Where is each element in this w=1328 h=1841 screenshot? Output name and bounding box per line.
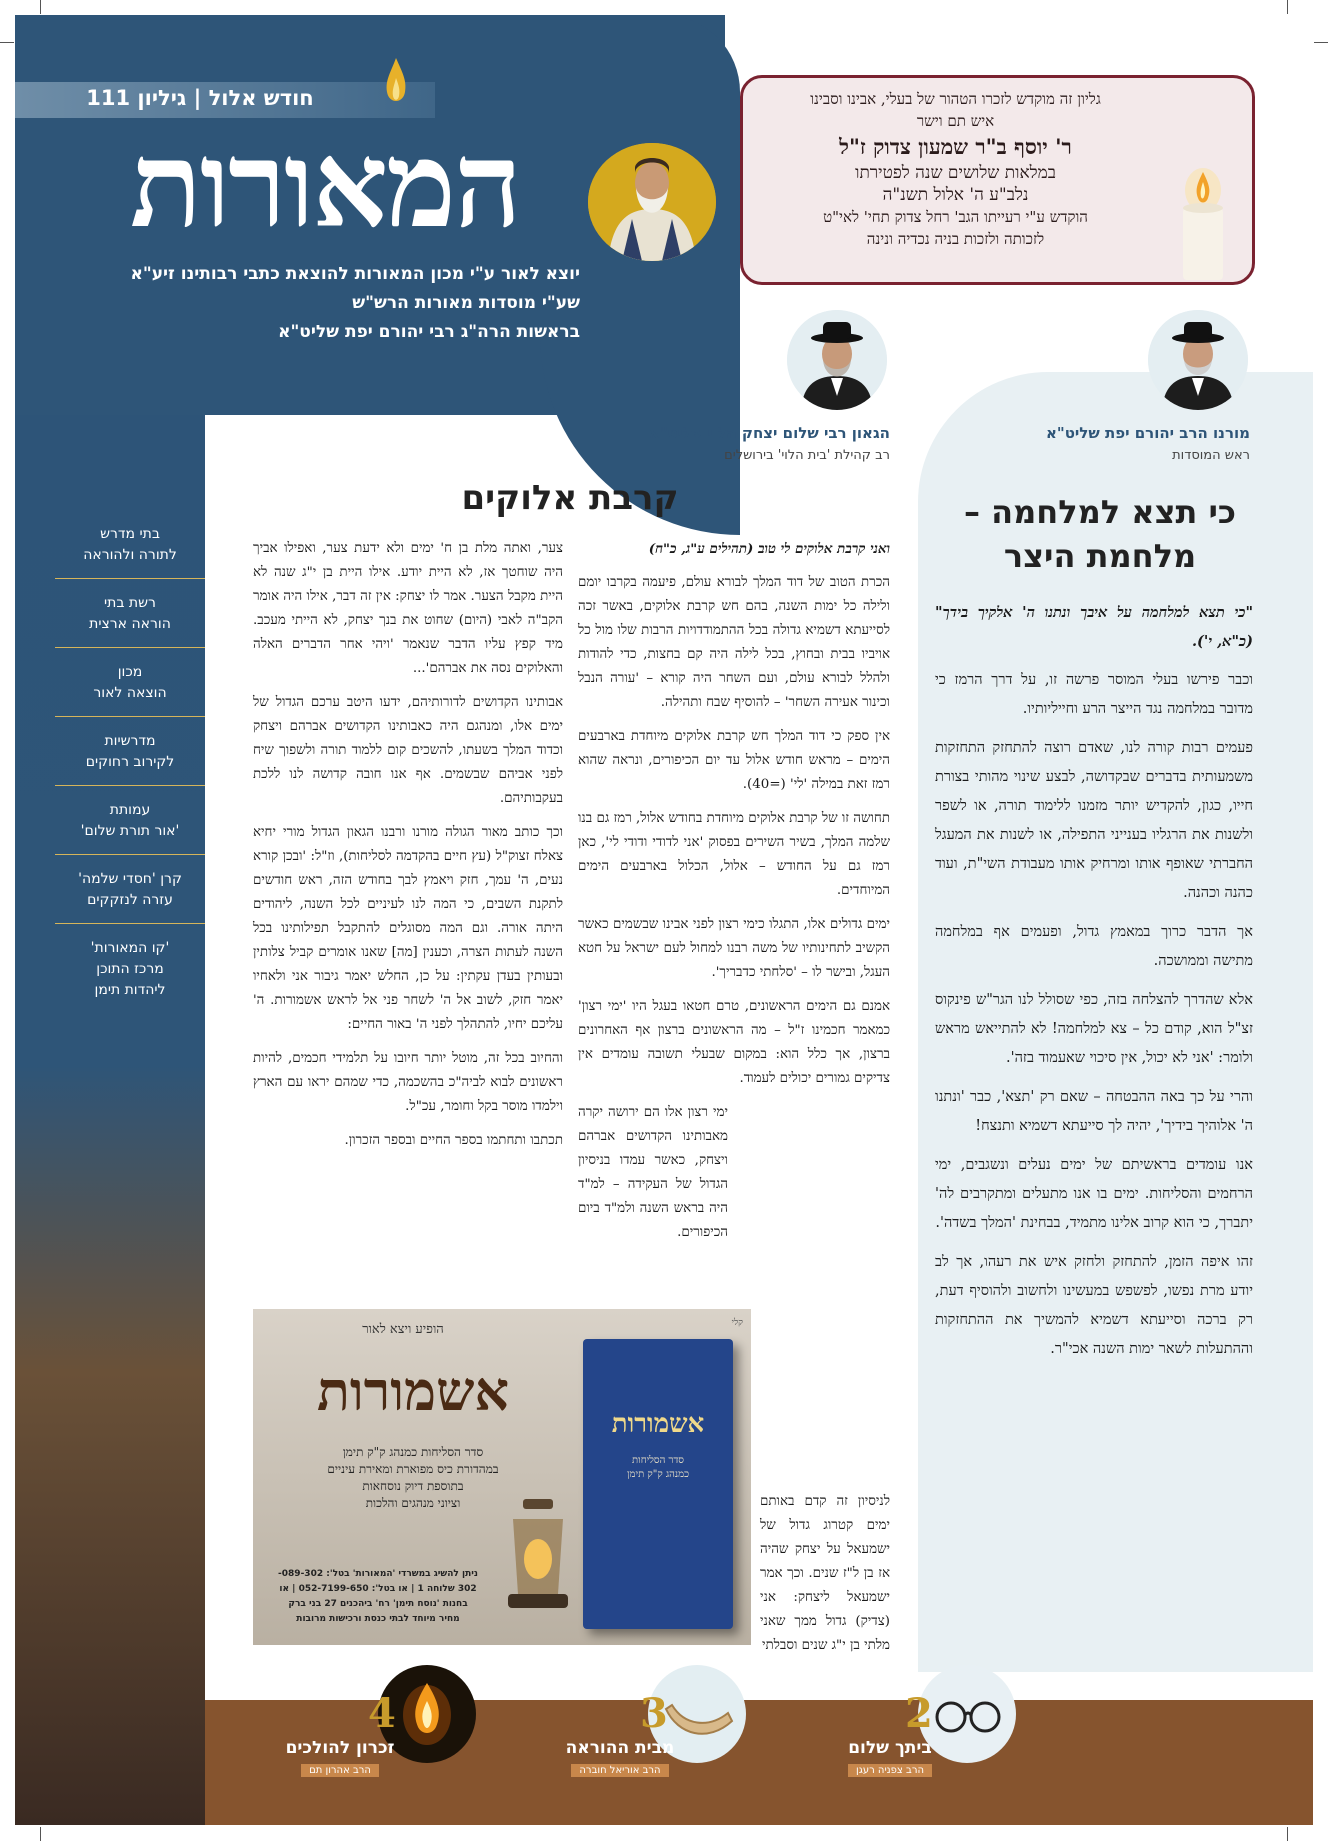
author-portrait-right [1148, 310, 1248, 410]
crop-mark [1287, 0, 1288, 14]
author-portrait-illustration [1148, 310, 1248, 410]
advert-description-line: במהדורת כיס מפוארת ומאירת עיניים [327, 1462, 499, 1476]
article-paragraph: תכתבו ותחתמו בספר החיים ובספר הזכרון. [344, 1133, 563, 1148]
author-name-right: מורנו הרב יהורם יפת שליט"א [1045, 424, 1250, 442]
author-portrait-illustration [787, 310, 887, 410]
sidebar-item[interactable] [55, 855, 205, 924]
teaser-title: זכרון להולכים [285, 1738, 395, 1758]
book-cover-subtitle [583, 1454, 733, 1482]
dedication-line: נלב"ע ה' אלול תשנ"ה [882, 185, 1029, 205]
article-middle-col-a [578, 537, 890, 1255]
article-paragraph: לניסיון זה קדם באותם ימים קטרוג גדול של ישמעאל על יצחק שהיה אז בן ל"ז שנים. וכך אמר ישמעאל ליצחק: אני (צדיק) גדול ממך שאני מלתי בן י"ג שנים וסבלתי [760, 1494, 890, 1653]
sidebar-item-line: לתורה ולהוראה [83, 547, 177, 563]
publisher-line: בראשות הרה"ג רבי יהורם יפת שליט"א [278, 322, 580, 342]
sidebar-item-line: רשת בתי [104, 595, 156, 611]
sidebar-item-line: מרכז התוכן [96, 961, 164, 977]
sidebar-item-line: עמותת [109, 802, 151, 818]
sidebar-item[interactable] [55, 510, 205, 579]
article-paragraph: הכרת הטוב של דוד המלך לבורא עולם, פיעמה בקרבו יומם ולילה כל ימות השנה, בהם חש קרבת אלוקים, באשר זכה לסייעתא דשמיא גדולה בכל ההתמודדויות הרבות שלו מול כל אויביו בבית ובחוץ, בכל לילה היה קם בחצות, כדי להודות ולהלל לבורא עולם, ועם השחר היה קורא – 'עורה הנבל וכינור אעירה השחר' – להוסיף שבח ותהילה. [578, 575, 890, 710]
dedication-line: איש תם וישר [916, 112, 995, 130]
teaser-author: הרב אהרון תם [301, 1764, 379, 1777]
author-role-middle: רב קהילת 'בית הלוי' בירושלים [724, 448, 890, 463]
advert-description-line: סדר הסליחות כמנהג ק"ק תימן [342, 1445, 484, 1459]
sidebar-item[interactable] [55, 648, 205, 717]
advert-top-line: הופיע ויצא לאור [362, 1322, 444, 1337]
sidebar-item-line: מדרשיות [104, 733, 156, 749]
article-title-line: מלחמת היצר [1003, 537, 1197, 575]
dedication-text [753, 88, 1158, 250]
article-quote: ואני קרבת אלוקים לי טוב (תהילים ע"ג, כ"ח) [648, 541, 890, 557]
crop-mark [40, 0, 41, 14]
sidebar-item[interactable] [55, 717, 205, 786]
crop-mark [1314, 42, 1328, 43]
rabbi-portrait [588, 143, 716, 261]
sidebar-item-line: 'אור תורת שלום' [80, 823, 180, 839]
author-name-middle: הגאון רבי שלום יצחק הלוי שליט"א [648, 424, 890, 442]
teaser-item[interactable] [275, 1738, 405, 1777]
article-paragraph: אבותינו הקדושים לדורותיהם, ידעו היטב ערכם הגדול של ימים אלו, ומנהגם היה כאבותינו הקדושים אברהם ויצחק וכדוד המלך בשעתו, להשכים קום ללמוד תורה ולשפוך שיח לפני אביהם שבשמים. אף אנו חובה קדושה לנו ללכת בעקבותיהם. [253, 695, 563, 806]
teaser-author: הרב צפניה רעגן [848, 1764, 932, 1777]
article-title-middle: קרבת אלוקים [461, 478, 679, 518]
article-paragraph: ימי רצון אלו הם ירושה יקרה מאבותינו הקדושים אברהם ויצחק, כאשר עמדו בניסיון הגדול של העקידה – למ"ד היה בראש השנה ולמ"ד ביום הכיפורים. [578, 1105, 728, 1240]
teaser-title: מבית ההוראה [565, 1738, 675, 1758]
article-paragraph: אנו עומדים בראשיתם של ימים נעלים ונשגבים, ימי הרחמים והסליחות. ימים בו אנו מתעלים ומתקרבים לה' יתברך, כי הוא קרוב אלינו מתמיד, בבחינת 'המלך בשדה'. [935, 1157, 1253, 1231]
sidebar-item-line: מכון [117, 664, 143, 680]
book-cover-line: סדר הסליחות [632, 1455, 684, 1466]
teaser-number: 3 [640, 1690, 668, 1737]
author-role-right: ראש המוסדות [1172, 448, 1250, 463]
teaser-title: ביתך שלום [848, 1738, 932, 1758]
dedication-line: גליון זה מוקדש לזכרו הטהור של בעלי, אבינו וסבינו [810, 90, 1101, 108]
institutions-sidebar [55, 510, 205, 1013]
teaser-item[interactable] [830, 1738, 950, 1777]
dedication-line: לזכותה ולזכות בניה נכדיה ונינה [866, 230, 1045, 248]
teaser-author: הרב אוריאל חוברה [571, 1764, 668, 1777]
advert-description-line: וציוני מנהגים והלכות [365, 1496, 461, 1510]
book-advertisement[interactable] [253, 1309, 751, 1645]
advert-corner-mark: קלי [731, 1318, 743, 1328]
article-middle-col-b [253, 537, 563, 1163]
book-cover [583, 1339, 733, 1629]
advert-contact-line: מחיר מיוחד לבתי כנסת ורכישות מרובות [296, 1614, 460, 1624]
sidebar-item[interactable] [55, 786, 205, 855]
teaser-item[interactable] [555, 1738, 685, 1777]
sidebar-item-line: הוצאה לאור [93, 685, 167, 701]
crop-mark [40, 1827, 41, 1841]
sidebar-item-line: בתי מדרש [100, 526, 160, 542]
article-paragraph: תחושה זו של קרבת אלוקים מיוחדת בחודש אלול, רמז גם בנו שלמה המלך, בשיר השירים בפסוק 'אני לדודי ודודי לי', כאן רמז גם על החודש – אלול, הכלול בארבעים הימים המיוחדים. [578, 811, 890, 898]
sidebar-item-line: 'קו המאורות' [90, 940, 170, 956]
sidebar-item-line: לקירוב רחוקים [85, 754, 175, 770]
dedication-box [740, 75, 1255, 285]
book-cover-line: כמנהג ק"ק תימן [627, 1469, 689, 1480]
article-paragraph: זהו איפה הזמן, להתחזק ולחזק איש את רעהו, אך לב יודע מרת נפשו, לפשפש במעשינו ולחשוב ולהוסיף דעת, רק ברכה וסייעתא דשמיא להמשיך את ההתחזקות וההתעלות לשאר ימות השנה אכי"ר. [935, 1254, 1253, 1357]
advert-contact-line: בחנות 'נוסח תימן' רח' ביהכנים 27 בני ברק [288, 1599, 468, 1609]
publisher-line: יוצא לאור ע"י מכון המאורות להוצאת כתבי רבותינו זיע"א [130, 264, 580, 284]
article-title-right [930, 490, 1270, 578]
article-right-body [935, 598, 1253, 1374]
sidebar-item-line: עזרה לנזקקים [87, 892, 173, 908]
crop-mark [1287, 1827, 1288, 1841]
article-paragraph: פעמים רבות קורה לנו, שאדם רוצה להתחזק התחזקות משמעותית בדברים שבקדושה, לבצע שינוי מהותי בצורת חייו, כגון, להקדיש יותר מזמנו ללימוד תורה, או לשפר ולשנות את הרגליו בענייני התפילה, או לשנות את המעגל החברתי שאופף אותו ומרחיק אותו מעבודת השי"ת, ועוד כהנה וכהנה. [935, 740, 1253, 901]
book-cover-title: אשמורות [611, 1409, 705, 1439]
sidebar-item-line: הוראה ארצית [89, 616, 171, 632]
article-paragraph: וכך כותב מאור הגולה מורנו ורבנו הגאון הגדול מורי יחיא צאלח זצוק"ל (עץ חיים בהקדמה לסליחות), וז"ל: 'ובכן קורא נעים, ה' עמך, חזק ויאמץ לבך בחודש הזה, ראש חודשים לתקנת השבים, כי המה לנו לעיניים לכל השנה, ליהודים היתה אורה. וגם המה מסוגלים להתקבל תפילותינו בכל השנה לעתות הצרה, וכענין [מה] שאנו אומרים קביל צלותין ובעותין בעדן עקתין: על כן, החלש יאמר גיבור אני ולאחיו יאמר חזק, לשוב אל ה' לשחר פני אל לראש אשמורות. ה' עליכם יחיו, להתהלך לפני ה' באור החיים: [253, 825, 563, 1032]
sidebar-item-line: קרן 'חסדי שלמה' [78, 871, 182, 887]
article-middle-col-a-tail [760, 1490, 890, 1668]
lantern-icon [498, 1499, 578, 1619]
advert-description-line: בתוספת דיוק נוסחאות [362, 1479, 464, 1493]
sidebar-item[interactable] [55, 579, 205, 648]
article-paragraph: ימים גדולים אלו, התגלו כימי רצון לפני אבינו שבשמים כאשר הקשיב לתחינותיו של משה רבנו למחול לעם ישראל על חטא העגל, ובישר לו – 'סלחתי כדבריך'. [578, 917, 890, 980]
advert-contact [263, 1567, 493, 1627]
article-paragraph: אמנם גם הימים הראשונים, טרם חטאו בעגל היו 'ימי רצון' כמאמר חכמינו ז"ל – מה הראשונים ברצון אף האחרונים ברצון, אך כלל הוא: במקום שבעלי תשובה עומדים אין צדיקים גמורים יכולים לעמוד. [578, 999, 890, 1086]
author-portrait-middle [787, 310, 887, 410]
publisher-line: שע"י מוסדות מאורות הרש"ש [352, 293, 580, 313]
advert-contact-line: ניתן להשיג במשרדי 'המאורות' בטל': 089-302- [278, 1569, 478, 1579]
advert-title: אשמורות [316, 1359, 509, 1423]
candle-icon [1168, 168, 1238, 283]
article-paragraph: אך הדבר כרוך במאמץ גדול, ופעמים אף במלחמה מתישה וממושכה. [935, 924, 1253, 969]
publisher-lines [40, 260, 580, 347]
dedication-line: הוקדש ע"י רעייתו הגב' רחל צדוק תחי' לאי"ט [823, 208, 1088, 226]
teaser-number: 4 [368, 1690, 396, 1737]
rabbi-portrait-illustration [588, 143, 716, 261]
teaser-number: 2 [905, 1690, 933, 1737]
flame-icon [385, 58, 407, 110]
article-title-line: כי תצא למלחמה – [963, 493, 1236, 531]
article-paragraph: צער, ואתה מלת בן ח' ימים ולא ידעת צער, ואפילו אביך היה שוחטך אז, לא היית יודע. אילו היית בן י"ג שנה לא היית מקבל הצער. אמר לו יצחק: אין זה דבר, אילו היה אומר הקב"ה לאבי (היום) שחוט את בנך יצחק, לא הייתי מעכב. מיד קפץ עליו הדבר שנאמר 'ויהי אחר הדברים האלה והאלוקים נסה את אברהם'... [253, 541, 563, 676]
article-paragraph: אין ספק כי דוד המלך חש קרבת אלוקים מיוחדת בארבעים הימים – מראש חודש אלול עד יום הכיפורים, ונראה שהוא רמז זאת במילה 'לי' (=40). [578, 729, 890, 792]
article-quote: "כי תצא למלחמה על איבך ונתנו ה' אלקיך בידך" (כ"א, י'). [935, 604, 1253, 650]
sidebar-item-line: ליהדות תימן [94, 982, 166, 998]
masthead-title: המאורות [130, 115, 520, 254]
issue-line: חודש אלול | גיליון 111 [86, 86, 314, 110]
article-paragraph: והחיוב בכל זה, מוטל יותר חיובו על תלמידי חכמים, להיות ראשונים לבוא לביה"כ בהשכמה, כדי שמהם יראו עם הארץ וילמדו מוסר בקל וחומר, עכ"ל. [253, 1051, 563, 1114]
dedication-line: במלאות שלושים שנה לפטירתו [855, 163, 1056, 183]
sidebar-item[interactable] [55, 924, 205, 1013]
article-paragraph: והרי על כך באה ההבטחה – שאם רק 'תצא', כבר 'ונתנו ה' אלוהיך בידיך', יהיה לך סייעתא דשמיא ותנצח! [935, 1089, 1253, 1134]
article-paragraph: אלא שהדרך להצלחה בזה, כפי שסולל לנו הגר"ש פינקוס זצ"ל הוא, קודם כל – צא למלחמה! לא להתייאש מראש ולומר: 'אני לא יכול, אין סיכוי שאעמוד בזה'. [935, 992, 1253, 1066]
article-paragraph: וכבר פירשו בעלי המוסר פרשה זו, על דרך הרמז כי מדובר במלחמה נגד הייצר הרע וחייליותיו. [935, 672, 1253, 717]
advert-contact-line: 302 שלוחה 1 | או בטל': 052-7199-650 | או [279, 1584, 477, 1594]
dedication-name: ר' יוסף ב"ר שמעון צדוק ז"ל [839, 134, 1072, 159]
crop-mark [0, 42, 14, 43]
